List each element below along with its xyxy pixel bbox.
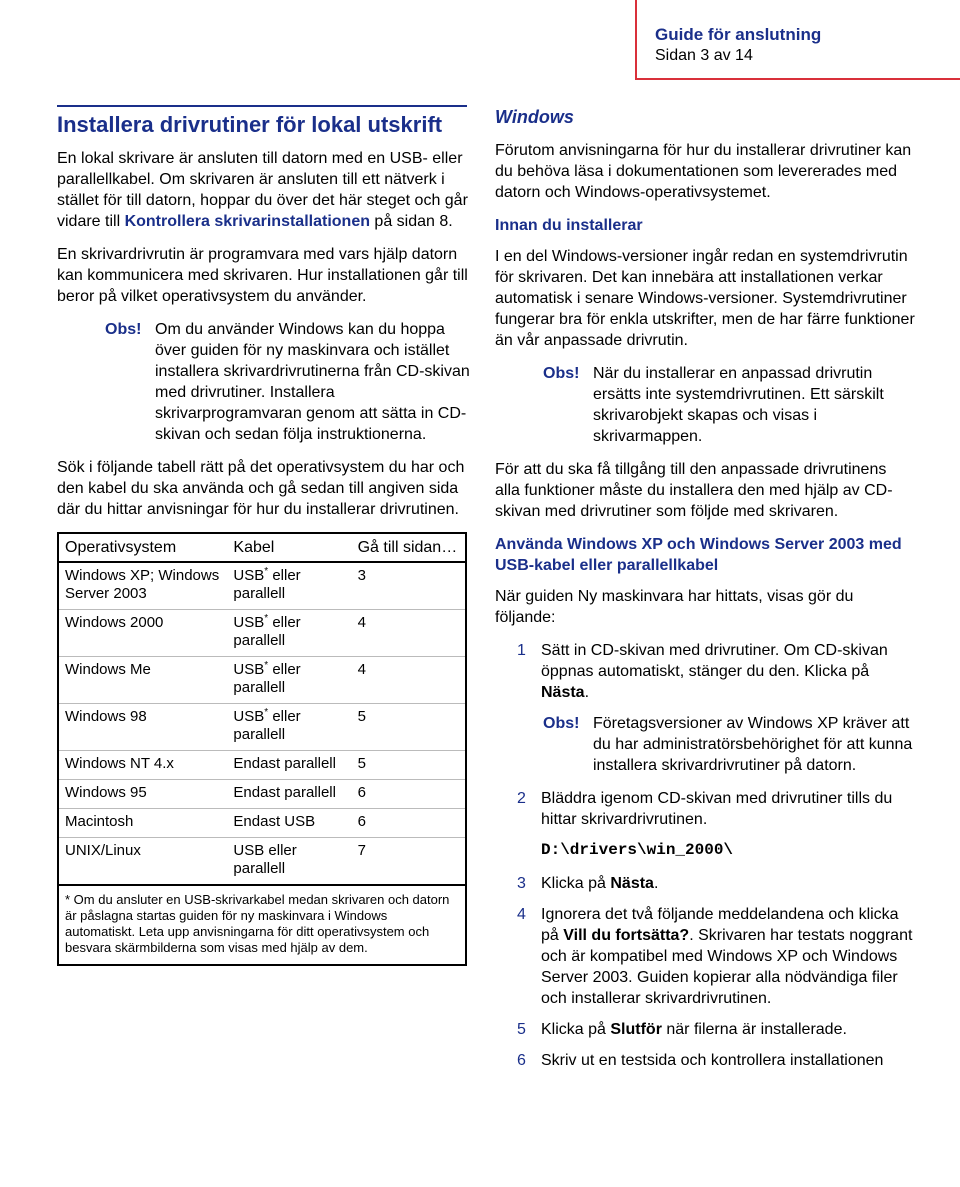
cable-text-rest: eller parallell	[233, 708, 301, 743]
windows-intro: Förutom anvisningarna för hur du installerar drivrutiner kan du behöva läsa i dokumentationen som levererades med datorn och Windows-operativsystemet.	[495, 142, 912, 201]
cable-cell: USB eller parallell	[227, 838, 351, 886]
page-cell: 5	[352, 751, 466, 780]
step-5	[495, 1019, 915, 1040]
note-custom-driver	[543, 363, 915, 447]
step-number: 6	[517, 1052, 526, 1069]
step-number: 2	[517, 790, 526, 807]
step-text-a: Sätt in CD-skivan med drivrutiner. Om CD-skivan öppnas automatiskt, stänger du den. Klicka på	[541, 642, 888, 680]
system-driver-paragraph: I en del Windows-versioner ingår redan en systemdrivrutin för skrivaren. Det kan innebära att installationen verkar automatisk i senare Windows-versioner. Systemdrivrutiner fungerar bra för enkla utskrifter, men de har färre funktioner än vår anpassade drivrutin.	[495, 248, 915, 349]
cable-text: USB	[233, 661, 265, 678]
cable-cell: Endast USB	[227, 809, 351, 838]
cable-cell	[227, 562, 351, 610]
before-install-heading: Innan du installerar	[495, 217, 643, 234]
page-cell: 7	[352, 838, 466, 886]
table-header-row	[58, 533, 466, 562]
step-text-a: Ignorera det två följande meddelandena och klicka på	[541, 906, 899, 944]
section-heading: Installera drivrutiner för lokal utskrift	[57, 112, 443, 137]
table-footnote: * Om du ansluter en USB-skrivarkabel medan skrivaren och datorn är påslagna startas guiden för ny maskinvara i Windows automatiskt. Leta upp anvisningarna för ditt operativsystem och besvara skärmbilderna som visas med hjälp av dem.	[65, 892, 450, 955]
os-cell: Macintosh	[58, 809, 227, 838]
step-text-c: . Skrivaren har testats noggrant och är kompatibel med Windows XP och Windows Server 2003. Guiden kopierar alla nödvändiga filer och installerar skrivardrivrutinen.	[541, 927, 913, 1007]
asterisk: *	[264, 660, 269, 671]
cable-cell	[227, 610, 351, 657]
windows-heading: Windows	[495, 107, 574, 127]
page-cell: 4	[352, 657, 466, 704]
os-table	[57, 532, 467, 966]
step-1	[495, 640, 915, 703]
header-divider-horizontal	[635, 78, 960, 80]
step-emphasis: Nästa	[541, 684, 585, 701]
step-3	[495, 873, 915, 894]
step-number: 5	[517, 1021, 526, 1038]
asterisk: *	[264, 613, 269, 624]
driver-path: D:\drivers\win_2000\	[541, 841, 734, 859]
step-number: 4	[517, 906, 526, 923]
step-number: 3	[517, 875, 526, 892]
step-2	[495, 788, 915, 830]
step-text-a: Klicka på	[541, 875, 611, 892]
th-os: Operativsystem	[58, 533, 227, 562]
table-intro-paragraph: Sök i följande tabell rätt på det operativsystem du har och den kabel du ska använda och gå sedan till angiven sida där du hittar anvisningar för hur du installerar drivrutinen.	[57, 459, 465, 518]
cable-text-rest: eller parallell	[233, 661, 301, 696]
note-text: Företagsversioner av Windows XP kräver att du har administratörsbehörighet för att kunna installera skrivardrivrutiner på datorn.	[593, 715, 913, 774]
left-column	[57, 112, 472, 966]
cable-text: USB	[233, 708, 265, 725]
step-text	[541, 904, 915, 1009]
step-4	[495, 904, 915, 1009]
wizard-paragraph: När guiden Ny maskinvara har hittats, visas gör du följande:	[495, 588, 854, 626]
step-text-c: när filerna är installerade.	[661, 1021, 847, 1038]
cable-cell: Endast parallell	[227, 751, 351, 780]
step-text	[541, 1019, 915, 1040]
guide-title: Guide för anslutning	[655, 25, 822, 44]
table-row	[58, 780, 466, 809]
step-emphasis: Nästa	[610, 875, 654, 892]
page-cell: 4	[352, 610, 466, 657]
page-number: Sidan 3 av 14	[655, 47, 753, 64]
os-cell: Windows 2000	[58, 610, 227, 657]
table-row	[58, 610, 466, 657]
step-emphasis: Slutför	[610, 1021, 662, 1038]
table-row	[58, 657, 466, 704]
note-text: När du installerar en anpassad drivrutin ersätts inte systemdrivrutinen. Ett särskilt skrivarobjekt skapas och visas i skrivarmappen.	[593, 365, 884, 445]
step-text: Skriv ut en testsida och kontrollera installationen	[541, 1052, 884, 1069]
table-row	[58, 838, 466, 886]
intro-text-end: på sidan 8.	[369, 213, 453, 230]
cable-text: USB	[233, 567, 265, 584]
cable-cell	[227, 704, 351, 751]
note-label: Obs!	[543, 365, 580, 382]
os-cell: Windows 95	[58, 780, 227, 809]
table-row	[58, 562, 466, 610]
custom-driver-paragraph: För att du ska få tillgång till den anpassade drivrutinens alla funktioner måste du installera den med hjälp av CD-skivan med drivrutiner som följde med skrivaren.	[495, 461, 893, 520]
xp-usb-heading: Använda Windows XP och Windows Server 2003 med USB-kabel eller parallellkabel	[495, 536, 902, 574]
note-label: Obs!	[543, 715, 580, 732]
step-6	[495, 1050, 915, 1071]
note-label: Obs!	[105, 321, 142, 338]
step-text-a: Klicka på	[541, 1021, 611, 1038]
table-footnote-row	[58, 885, 466, 965]
step-text	[541, 640, 915, 703]
step-number: 1	[517, 642, 526, 659]
step-text: Bläddra igenom CD-skivan med drivrutiner tills du hittar skrivardrivrutinen.	[541, 790, 893, 828]
header-divider-vertical	[635, 0, 637, 80]
asterisk: *	[264, 566, 269, 577]
step-text-c: .	[584, 684, 590, 701]
cable-text-rest: eller parallell	[233, 614, 301, 649]
table-row	[58, 809, 466, 838]
step-emphasis: Vill du fortsätta?	[563, 927, 690, 944]
os-cell: Windows Me	[58, 657, 227, 704]
link-kontrollera[interactable]: Kontrollera skrivarinstallationen	[124, 213, 370, 230]
table-row	[58, 704, 466, 751]
note-windows	[105, 319, 472, 445]
page-cell: 5	[352, 704, 466, 751]
asterisk: *	[264, 707, 269, 718]
th-page: Gå till sidan…	[352, 533, 466, 562]
note-text: Om du använder Windows kan du hoppa över guiden för ny maskinvara och istället installera skrivardrivrutinerna från CD-skivan med drivrutiner. Installera skrivarprogramvaran genom att sätta in CD-skivan och sedan följa instruktionerna.	[155, 321, 470, 443]
os-cell: UNIX/Linux	[58, 838, 227, 886]
step-text-c: .	[653, 875, 659, 892]
page-cell: 6	[352, 809, 466, 838]
intro-paragraph	[57, 148, 472, 232]
cable-text-rest: eller parallell	[233, 567, 301, 602]
os-cell: Windows NT 4.x	[58, 751, 227, 780]
step-text	[541, 873, 915, 894]
right-column	[495, 106, 915, 1081]
cable-cell: Endast parallell	[227, 780, 351, 809]
table-row	[58, 751, 466, 780]
cable-cell	[227, 657, 351, 704]
driver-paragraph: En skrivardrivrutin är programvara med vars hjälp datorn kan kommunicera med skrivaren. Hur installationen går till beror på vilket operativsystem du använder.	[57, 246, 468, 305]
page-cell: 3	[352, 562, 466, 610]
section-rule	[57, 105, 467, 107]
cable-text: USB	[233, 614, 265, 631]
os-cell: Windows 98	[58, 704, 227, 751]
os-cell: Windows XP; Windows Server 2003	[58, 562, 227, 610]
th-cable: Kabel	[227, 533, 351, 562]
intro-text: En lokal skrivare är ansluten till datorn med en USB- eller parallellkabel. Om skrivaren är ansluten till ett nätverk i stället för till datorn, hoppar du över det här steget och går vidare till	[57, 150, 468, 230]
note-enterprise	[543, 713, 915, 776]
page-cell: 6	[352, 780, 466, 809]
